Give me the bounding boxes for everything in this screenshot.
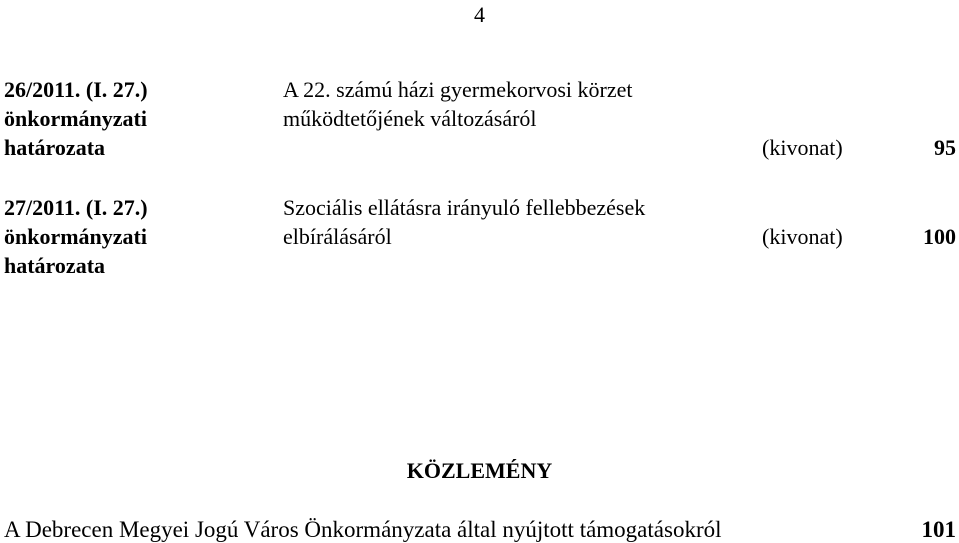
resolution-type: önkormányzati — [4, 106, 147, 131]
notice-heading: KÖZLEMÉNY — [406, 458, 553, 483]
entry-title-line: elbírálásáról — [283, 224, 392, 249]
resolution-number: 27/2011. (I. 27.) — [4, 195, 148, 220]
entry-title-line: működtetőjének változásáról — [283, 106, 537, 131]
resolution-label: határozata — [4, 135, 106, 160]
entry-title-line: Szociális ellátásra irányuló fellebbezések — [283, 195, 646, 220]
page-number: 4 — [474, 2, 485, 27]
extract-label: (kivonat) — [762, 135, 843, 160]
notice-title: A Debrecen Megyei Jogú Város Önkormányzata által nyújtott támogatásokról — [4, 517, 722, 542]
entry-page-number: 100 — [923, 224, 956, 249]
entry-page-number: 95 — [934, 135, 956, 160]
extract-label: (kivonat) — [762, 224, 843, 249]
resolution-number: 26/2011. (I. 27.) — [4, 77, 148, 102]
resolution-type: önkormányzati — [4, 224, 147, 249]
entry-title-line: A 22. számú házi gyermekorvosi körzet — [283, 77, 633, 102]
notice-page-number: 101 — [921, 517, 956, 542]
resolution-label: határozata — [4, 253, 106, 278]
